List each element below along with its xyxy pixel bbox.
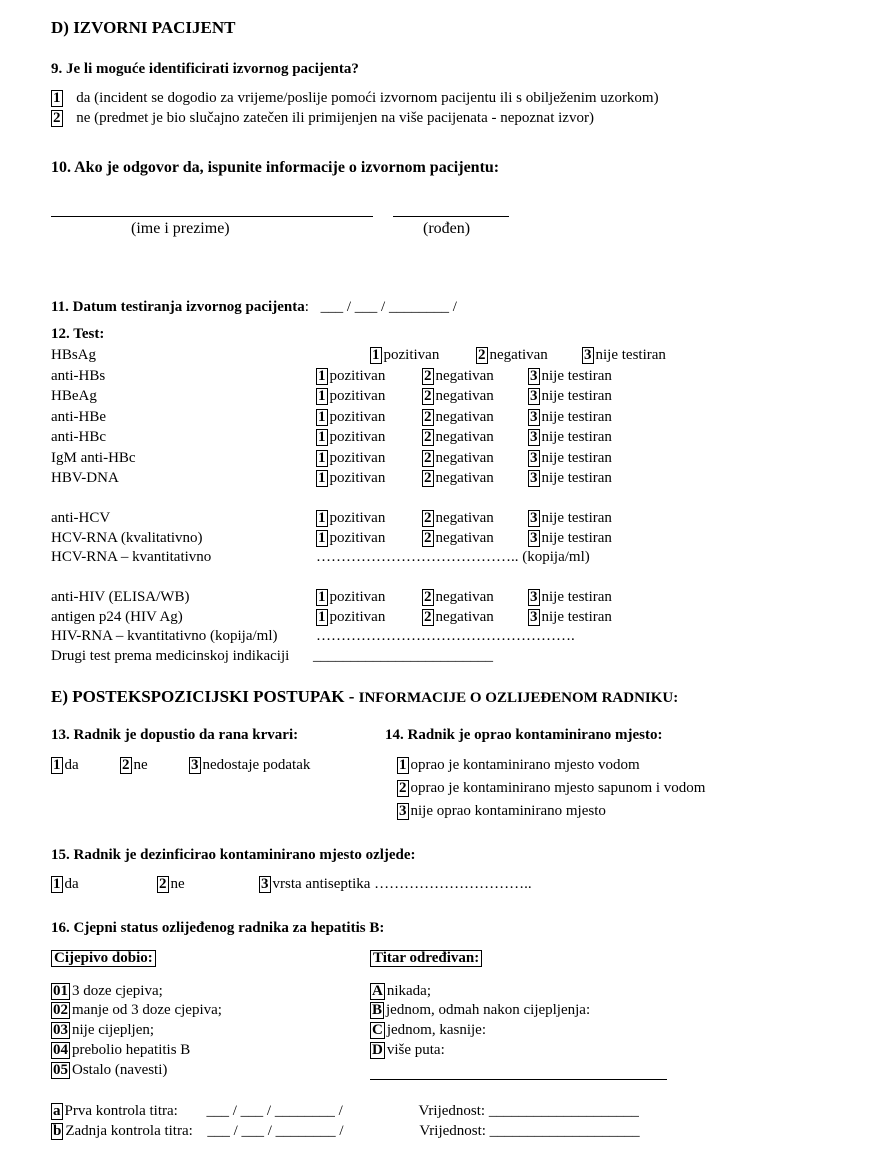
test-option-label: nije testiran (541, 510, 612, 526)
test-option[interactable] (316, 450, 385, 467)
test-option[interactable] (316, 609, 385, 626)
test-label: HBeAg (51, 388, 97, 404)
test-option-code[interactable]: 3 (530, 470, 538, 486)
test-option-label: negativan (435, 388, 494, 404)
test-option[interactable] (422, 450, 494, 467)
test-option-label: pozitivan (329, 429, 386, 445)
test-option-code[interactable]: 3 (530, 388, 538, 404)
test-option-label: negativan (435, 368, 494, 384)
test-option[interactable] (528, 470, 612, 487)
vaccine-text: manje od 3 doze cjepiva; (72, 1002, 222, 1018)
q14-code-1[interactable]: 1 (399, 757, 407, 773)
test-option-code[interactable]: 2 (478, 347, 486, 363)
test-option-label: nije testiran (541, 409, 612, 425)
test-option-code[interactable]: 2 (424, 409, 432, 425)
test-label: antigen p24 (HIV Ag) (51, 609, 183, 625)
test-option-code[interactable]: 3 (530, 409, 538, 425)
titer-control-value[interactable]: Vrijednost: ____________________ (418, 1103, 639, 1119)
test-option-label: nije testiran (541, 368, 612, 384)
test-option-label: negativan (435, 589, 494, 605)
q9-code-1[interactable]: 1 (53, 90, 61, 106)
test-option[interactable] (528, 388, 612, 405)
q14-question: 14. Radnik je oprao kontaminirano mjesto: (385, 727, 663, 743)
test-option-label: nije testiran (541, 589, 612, 605)
vaccine-text: nije cijepljen; (72, 1022, 155, 1038)
name-input-line[interactable] (51, 216, 373, 217)
test-option[interactable] (422, 409, 494, 426)
test-option[interactable] (422, 388, 494, 405)
q14-option-3[interactable] (397, 803, 606, 820)
vaccine-option[interactable] (51, 1022, 154, 1039)
test-option-label: nije testiran (541, 470, 612, 486)
vaccine-code[interactable]: 05 (53, 1062, 68, 1078)
test-label: anti-HBc (51, 429, 106, 445)
test-option-label: nije testiran (541, 429, 612, 445)
vaccine-text: Ostalo (navesti) (72, 1062, 168, 1078)
test-option[interactable] (528, 530, 612, 547)
titer-control-label: Zadnja kontrola titra: (65, 1123, 193, 1139)
test-option-code[interactable]: 1 (318, 530, 326, 546)
titer-code[interactable]: A (372, 983, 383, 999)
q15-option-3[interactable] (259, 876, 532, 893)
test-label: HIV-RNA – kvantitativno (kopija/ml) (51, 628, 278, 644)
born-input-line[interactable] (393, 216, 509, 217)
vaccine-header (51, 950, 158, 967)
test-option-code[interactable]: 1 (318, 368, 326, 384)
test-option[interactable] (422, 510, 494, 527)
q14-text-1: oprao je kontaminirano mjesto vodom (410, 757, 640, 773)
q9-question: 9. Je li moguće identificirati izvornog pacijenta? (51, 61, 359, 77)
test-option-label: nije testiran (541, 609, 612, 625)
q11-date-field[interactable]: ___ / ___ / ________ / (320, 299, 457, 315)
titer-option[interactable] (370, 1042, 445, 1059)
titer-code[interactable]: B (372, 1002, 383, 1018)
q15-option-1[interactable] (51, 876, 79, 893)
test-option-code[interactable]: 2 (424, 609, 432, 625)
test-option-label: negativan (435, 409, 494, 425)
test-label: HBV-DNA (51, 470, 119, 486)
test-option-code[interactable]: 2 (424, 450, 432, 466)
test-option-label: pozitivan (329, 530, 386, 546)
q9-text-1: da (incident se dogodio za vrijeme/poslije pomoći izvornom pacijentu ili s obilježenim uzorkom) (76, 90, 659, 106)
test-option-code[interactable]: 1 (318, 450, 326, 466)
test-option[interactable] (528, 589, 612, 606)
test-option[interactable] (316, 388, 385, 405)
name-label: (ime i prezime) (131, 220, 230, 237)
titer-text: više puta: (386, 1042, 445, 1058)
titer-control-date[interactable]: ___ / ___ / ________ / (206, 1103, 343, 1119)
test-option-code[interactable]: 2 (424, 429, 432, 445)
test-option[interactable] (316, 429, 385, 446)
test-option-label: pozitivan (329, 388, 386, 404)
titer-option[interactable] (370, 1002, 590, 1019)
test-option-label: negativan (435, 530, 494, 546)
test-option-code[interactable]: 1 (318, 609, 326, 625)
test-option[interactable] (422, 429, 494, 446)
section-e-title-b: INFORMACIJE O OZLIJEĐENOM RADNIKU: (358, 690, 679, 706)
test-option-code[interactable]: 3 (530, 429, 538, 445)
test-option-label: negativan (435, 429, 494, 445)
test-option-label: pozitivan (329, 409, 386, 425)
test-option-code[interactable]: 3 (584, 347, 592, 363)
vaccine-code[interactable]: 01 (53, 983, 68, 999)
test-option[interactable] (528, 429, 612, 446)
test-option-code[interactable]: 3 (530, 368, 538, 384)
q13-option-2[interactable] (120, 757, 148, 774)
q13-question: 13. Radnik je dopustio da rana krvari: (51, 727, 299, 743)
test-option-code[interactable]: 2 (424, 510, 432, 526)
q15-code-1[interactable]: 1 (53, 876, 61, 892)
q14-code-3[interactable]: 3 (399, 803, 407, 819)
test-option-label: nije testiran (541, 388, 612, 404)
q14-code-2[interactable]: 2 (399, 780, 407, 796)
q15-code-2[interactable]: 2 (159, 876, 167, 892)
test-label: HBsAg (51, 347, 97, 363)
section-d-title: D) IZVORNI PACIJENT (51, 18, 236, 37)
test-option[interactable] (316, 470, 385, 487)
test-option-code[interactable]: 1 (318, 589, 326, 605)
born-label: (rođen) (423, 220, 471, 237)
q15-question: 15. Radnik je dezinficirao kontaminirano mjesto ozljede: (51, 847, 416, 863)
test-label: Drugi test prema medicinskoj indikaciji (51, 648, 290, 664)
test-option-code[interactable]: 3 (530, 530, 538, 546)
vaccine-code[interactable]: 04 (53, 1042, 68, 1058)
test-label: anti-HBs (51, 368, 106, 384)
q15-option-2[interactable] (157, 876, 185, 893)
test-option-label: negativan (489, 347, 548, 363)
test-option-code[interactable]: 2 (424, 388, 432, 404)
q13-text-1: da (64, 757, 79, 773)
q9-text-2: ne (predmet je bio slučajno zatečen ili primijenjen na više pacijenata - nepoznat izvor) (76, 110, 594, 126)
test-option-label: pozitivan (329, 450, 386, 466)
q13-option-3[interactable] (189, 757, 310, 774)
titer-option[interactable] (370, 1022, 486, 1039)
vaccine-code[interactable]: 03 (53, 1022, 68, 1038)
q15-text-3: vrsta antiseptika ………………………….. (272, 876, 532, 892)
q11-row (51, 299, 457, 316)
test-option[interactable] (422, 530, 494, 547)
q15-text-1: da (64, 876, 79, 892)
q14-text-2: oprao je kontaminirano mjesto sapunom i vodom (410, 780, 706, 796)
test-option[interactable] (316, 368, 385, 385)
test-option[interactable] (422, 368, 494, 385)
hcv-quant-fill[interactable]: ………………………………….. (kopija/ml) (316, 549, 590, 565)
test-option-code[interactable]: 2 (424, 589, 432, 605)
titer-control-row (51, 1123, 640, 1140)
q15-text-2: ne (170, 876, 185, 892)
test-option[interactable] (316, 510, 385, 527)
q16-question: 16. Cjepni status ozlijeđenog radnika za hepatitis B: (51, 920, 385, 936)
q14-option-2[interactable] (397, 780, 705, 797)
titer-header (370, 950, 484, 967)
section-e-title-a: E) POSTEKSPOZICIJSKI POSTUPAK - (51, 687, 359, 706)
hiv-quant-fill[interactable]: ……………………………………………. (316, 628, 575, 644)
test-option-label: negativan (435, 609, 494, 625)
q13-code-1[interactable]: 1 (53, 757, 61, 773)
vaccine-option[interactable] (51, 983, 163, 1000)
test-option-code[interactable]: 1 (318, 470, 326, 486)
q13-text-2: ne (133, 757, 148, 773)
test-label: anti-HBe (51, 409, 106, 425)
test-option[interactable] (422, 589, 494, 606)
q11-colon: : (304, 299, 309, 315)
test-option-code[interactable]: 2 (424, 530, 432, 546)
test-label: anti-HIV (ELISA/WB) (51, 589, 190, 605)
test-option[interactable] (528, 510, 612, 527)
test-option[interactable] (316, 589, 385, 606)
titer-code[interactable]: D (372, 1042, 383, 1058)
test-option-code[interactable]: 1 (318, 409, 326, 425)
vaccine-option[interactable] (51, 1062, 167, 1079)
test-option-code[interactable]: 3 (530, 450, 538, 466)
titer-option[interactable] (370, 983, 431, 1000)
test-option-label: negativan (435, 510, 494, 526)
q13-text-3: nedostaje podatak (202, 757, 311, 773)
q13-option-1[interactable] (51, 757, 79, 774)
test-option-code[interactable]: 2 (424, 470, 432, 486)
test-option[interactable] (528, 450, 612, 467)
test-option[interactable] (422, 470, 494, 487)
titer-text: nikada; (386, 983, 431, 999)
vaccine-code[interactable]: 02 (53, 1002, 68, 1018)
q14-text-3: nije oprao kontaminirano mjesto (410, 803, 606, 819)
test-option[interactable] (316, 409, 385, 426)
q15-code-3[interactable]: 3 (261, 876, 269, 892)
test-label: HCV-RNA (kvalitativno) (51, 530, 203, 546)
q9-option-2[interactable] (51, 110, 594, 127)
test-option-label: nije testiran (541, 530, 612, 546)
test-option[interactable] (582, 347, 666, 364)
titer-control-code[interactable]: a (53, 1103, 61, 1119)
test-label: IgM anti-HBc (51, 450, 136, 466)
q13-code-2[interactable]: 2 (122, 757, 130, 773)
test-option[interactable] (370, 347, 439, 364)
test-option-code[interactable]: 1 (318, 429, 326, 445)
test-option-code[interactable]: 3 (530, 609, 538, 625)
test-option-label: pozitivan (329, 589, 386, 605)
vaccine-option[interactable] (51, 1002, 222, 1019)
test-option-label: nije testiran (541, 450, 612, 466)
q13-code-3[interactable]: 3 (191, 757, 199, 773)
test-label: anti-HCV (51, 510, 111, 526)
vaccine-header-label: Cijepivo dobio: (51, 950, 156, 967)
other-test-fill[interactable]: ________________________ (313, 648, 493, 664)
test-option-code[interactable]: 2 (424, 368, 432, 384)
q14-option-1[interactable] (397, 757, 640, 774)
test-option-label: pozitivan (329, 609, 386, 625)
vaccine-text: 3 doze cjepiva; (72, 983, 163, 999)
titer-text: jednom, odmah nakon cijepljenja: (386, 1002, 591, 1018)
test-option-label: negativan (435, 470, 494, 486)
section-e-title (51, 688, 678, 707)
q11-label: 11. Datum testiranja izvornog pacijenta (51, 299, 305, 315)
titer-control-value[interactable]: Vrijednost: ____________________ (419, 1123, 640, 1139)
test-option-code[interactable]: 3 (530, 510, 538, 526)
test-option[interactable] (528, 368, 612, 385)
vaccine-option[interactable] (51, 1042, 190, 1059)
q9-option-1[interactable] (51, 90, 659, 107)
titer-control-code[interactable]: b (53, 1123, 62, 1139)
titer-control-label: Prva kontrola titra: (64, 1103, 178, 1119)
test-option[interactable] (476, 347, 548, 364)
q9-code-2[interactable]: 2 (53, 110, 61, 126)
test-option-label: pozitivan (329, 470, 386, 486)
titer-control-date[interactable]: ___ / ___ / ________ / (207, 1123, 344, 1139)
q12-label: 12. Test: (51, 326, 105, 342)
vaccine-text: prebolio hepatitis B (72, 1042, 191, 1058)
test-option-label: pozitivan (383, 347, 440, 363)
test-option[interactable] (528, 609, 612, 626)
test-option-code[interactable]: 3 (530, 589, 538, 605)
test-option-label: pozitivan (329, 510, 386, 526)
titer-notes-line[interactable] (370, 1079, 667, 1080)
test-option-label: negativan (435, 450, 494, 466)
titer-text: jednom, kasnije: (386, 1022, 486, 1038)
test-option-label: nije testiran (595, 347, 666, 363)
test-option-code[interactable]: 1 (372, 347, 380, 363)
titer-control-row (51, 1103, 639, 1120)
test-option-code[interactable]: 1 (318, 388, 326, 404)
test-label: HCV-RNA – kvantitativno (51, 549, 212, 565)
test-option[interactable] (422, 609, 494, 626)
q10-question: 10. Ako je odgovor da, ispunite informacije o izvornom pacijentu: (51, 159, 500, 176)
test-option-label: pozitivan (329, 368, 386, 384)
test-option[interactable] (528, 409, 612, 426)
titer-header-label: Titar određivan: (370, 950, 482, 967)
test-option[interactable] (316, 530, 385, 547)
test-option-code[interactable]: 1 (318, 510, 326, 526)
titer-code[interactable]: C (372, 1022, 383, 1038)
